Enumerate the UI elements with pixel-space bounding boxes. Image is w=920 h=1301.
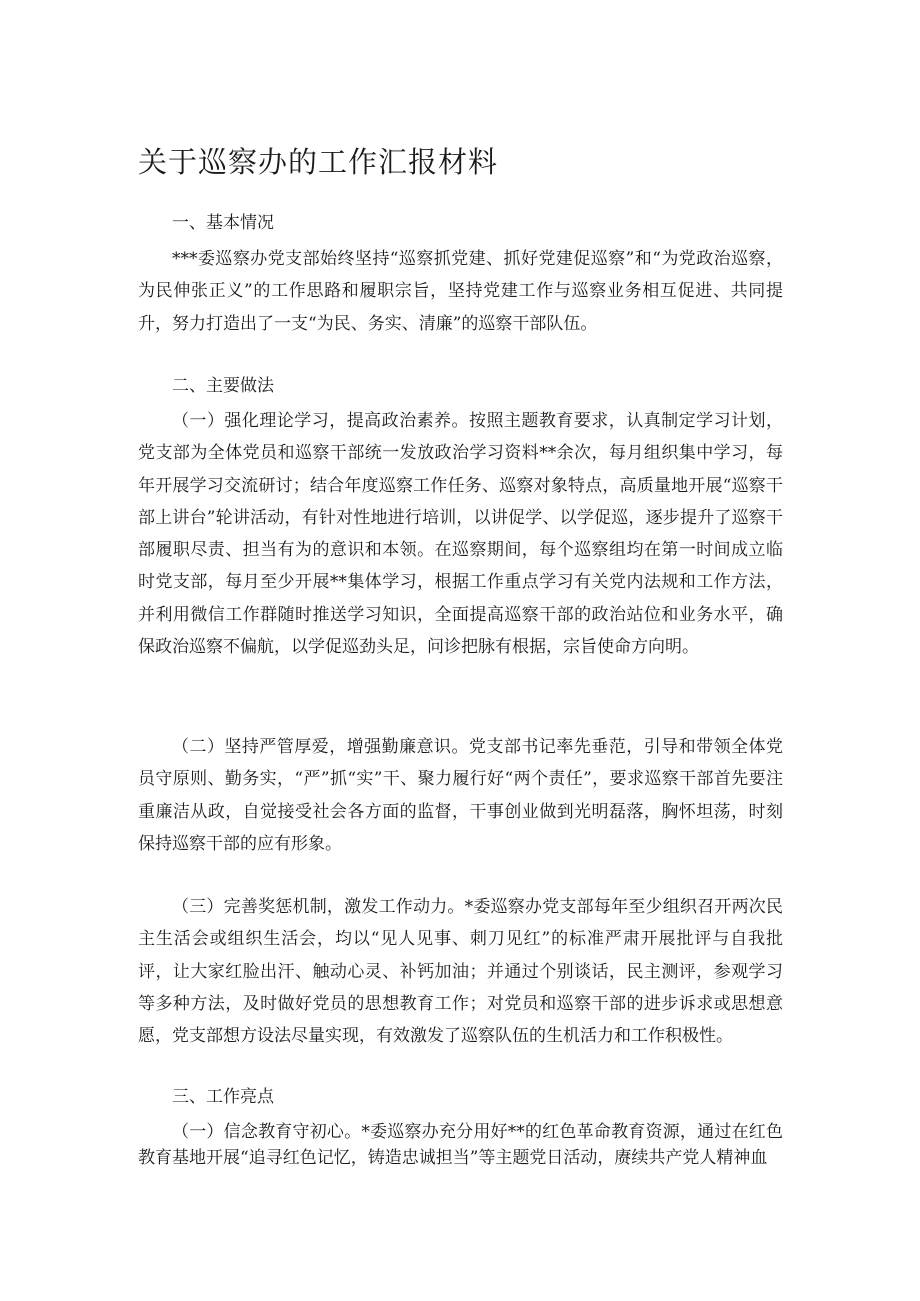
paragraph-theory-study: （一）强化理论学习，提高政治素养。按照主题教育要求，认真制定学习计划，党支部为全体党员和巡察干部统一发放政治学习资料**余次，每月组织集中学习，每年开展学习交流研讨；结合年度巡察工作任务、巡察对象特点，高质量地开展“巡察干部上讲台”轮讲活动，有针对性地进行培训，以讲促学、以学促巡，逐步提升了巡察干部履职尽责、担当有为的意识和本领。在巡察期间，每个巡察组均在第一时间成立临时党支部，每月至少开展**集体学习，根据工作重点学习有关党内法规和工作方法，并利用微信工作群随时推送学习知识，全面提高巡察干部的政治站位和业务水平，确保政治巡察不偏航，以学促巡劲头足，问诊把脉有根据，宗旨使命方向明。	[138, 411, 783, 658]
section-heading-basic: 一、基本情况	[172, 213, 274, 233]
paragraph-strict-management: （二）坚持严管厚爱，增强勤廉意识。党支部书记率先垂范，引导和带领全体党员守原则、勤务实，“严”抓“实”干、聚力履行好“两个责任”，要求巡察干部首先要注重廉洁从政，自觉接受社会各方面的监督，干事创业做到光明磊落，胸怀坦荡，时刻保持巡察干部的应有形象。	[138, 737, 783, 854]
section-heading-practices: 二、主要做法	[172, 376, 274, 396]
section-heading-highlights: 三、工作亮点	[172, 1087, 274, 1107]
paragraph-faith-education: （一）信念教育守初心。*委巡察办充分用好**的红色革命教育资源，通过在红色教育基地开展“追寻红色记忆，铸造忠诚担当”等主题党日活动，赓续共产党人精神血	[138, 1122, 783, 1168]
paragraph-reward-mechanism: （三）完善奖惩机制，激发工作动力。*委巡察办党支部每年至少组织召开两次民主生活会或组织生活会，均以“见人见事、刺刀见红”的标准严肃开展批评与自我批评，让大家红脸出汗、触动心灵、补钙加油；并通过个别谈话，民主测评，参观学习等多种方法，及时做好党员的思想教育工作；对党员和巡察干部的进步诉求或思想意愿，党支部想方设法尽量实现，有效激发了巡察队伍的生机活力和工作积极性。	[138, 897, 783, 1047]
page-title: 关于巡察办的工作汇报材料	[138, 145, 499, 179]
paragraph-basic-situation: ***委巡察办党支部始终坚持“巡察抓党建、抓好党建促巡察”和“为党政治巡察，为民伸张正义”的工作思路和履职宗旨，坚持党建工作与巡察业务相互促进、共同提升，努力打造出了一支“为民、务实、清廉”的巡察干部队伍。	[138, 249, 783, 334]
